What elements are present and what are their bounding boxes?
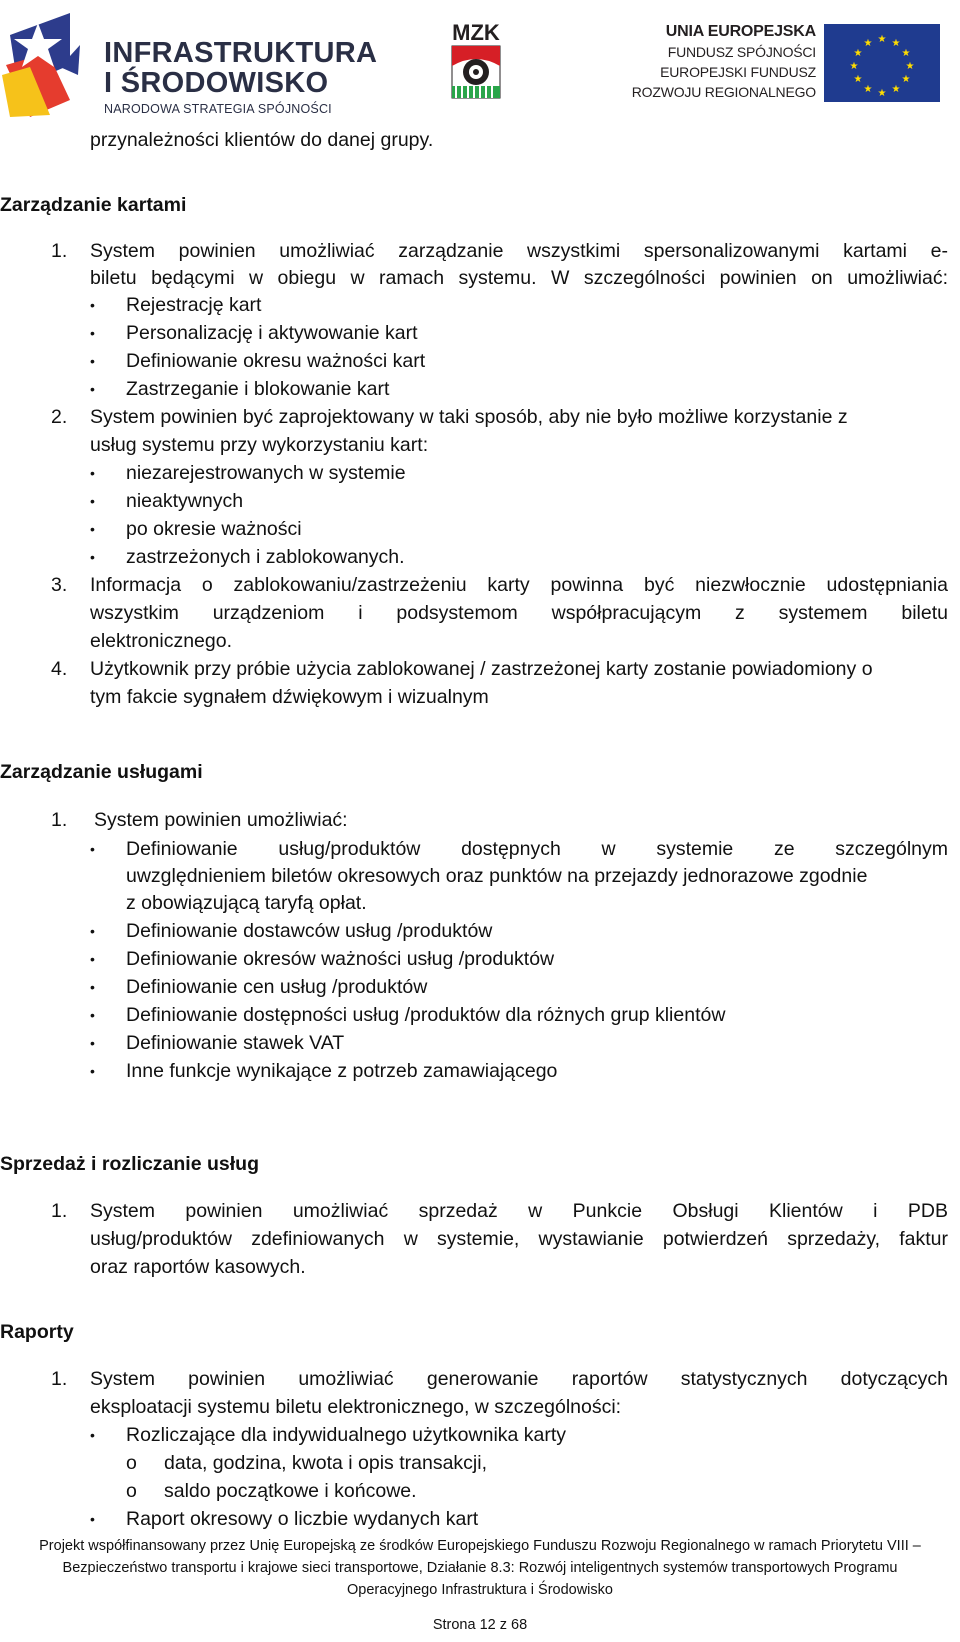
- cards-item1-bullet3: Definiowanie okresu ważności kart: [126, 350, 426, 372]
- services-item1-number: 1.: [51, 809, 68, 831]
- footer-line1: Projekt współfinansowany przez Unię Europejską ze środków Europejskiego Funduszu Rozwoju Regionalnego w ramach Priorytetu VIII –: [39, 1538, 921, 1554]
- reports-bullet2: Raport okresowy o liczbie wydanych kart: [126, 1508, 479, 1530]
- intro-line: przynależności klientów do danej grupy.: [90, 129, 434, 151]
- eu-logo: [616, 20, 948, 106]
- services-bullet1-line2: uwzględnieniem biletów okresowych oraz punktów na przejazdy jednorazowe zgodnie: [126, 865, 868, 887]
- bullet: •: [90, 325, 95, 341]
- cards-item1-bullet2: Personalizację i aktywowanie kart: [126, 322, 418, 344]
- cards-item2-line1: System powinien być zaprojektowany w taki sposób, aby nie było możliwe korzystanie z: [90, 406, 848, 428]
- cards-item1-number: 1.: [51, 240, 68, 262]
- cards-item1-line2: biletu będącymi w obiegu w ramach systemu. W szczególności powinien on umożliwiać:: [90, 267, 948, 289]
- cards-item3-line2: wszystkim urządzeniom i podsystemom współpracującym z systemem biletu: [90, 602, 948, 624]
- eu-line-1: UNIA EUROPEJSKA: [665, 23, 816, 40]
- svg-text:★: ★: [877, 88, 887, 99]
- bullet: •: [90, 1035, 95, 1051]
- bullet: •: [90, 521, 95, 537]
- heading-reports: Raporty: [0, 1321, 74, 1343]
- cards-item2-line2: usług systemu przy wykorzystaniu kart:: [90, 434, 429, 456]
- svg-text:★: ★: [901, 74, 911, 85]
- services-bullet7: Inne funkcje wynikające z potrzeb zamawiającego: [126, 1060, 558, 1082]
- cards-item3-number: 3.: [51, 574, 68, 596]
- cards-item4-line2: tym fakcie sygnałem dźwiękowym i wizualnym: [90, 686, 489, 708]
- svg-text:★: ★: [863, 84, 873, 95]
- cards-item4-number: 4.: [51, 658, 68, 680]
- isr-title-line1: INFRASTRUKTURA: [104, 37, 378, 69]
- bullet: •: [90, 1427, 95, 1443]
- reports-bullet1: Rozliczające dla indywidualnego użytkownika karty: [126, 1424, 567, 1446]
- heading-sales: Sprzedaż i rozliczanie usług: [0, 1153, 259, 1175]
- bullet: •: [90, 549, 95, 565]
- eu-line-3: EUROPEJSKI FUNDUSZ: [660, 64, 816, 80]
- footer-line2: Bezpieczeństwo transportu i krajowe sieci transportowe, Działanie 8.3: Rozwój inteligentnych systemów transportowych Programu: [62, 1560, 898, 1576]
- sub-bullet-marker: o: [126, 1480, 137, 1502]
- cards-item2-bullet4: zastrzeżonych i zablokowanych.: [126, 546, 405, 568]
- services-bullet1-line3: z obowiązującą taryfą opłat.: [126, 892, 367, 914]
- svg-text:★: ★: [901, 48, 911, 59]
- svg-text:★: ★: [905, 61, 915, 72]
- services-bullet3: Definiowanie okresów ważności usług /produktów: [126, 948, 555, 970]
- services-bullet1-line1: Definiowanie usług/produktów dostępnych w systemie ze szczególnym: [126, 838, 948, 860]
- svg-text:★: ★: [891, 84, 901, 95]
- isr-title: [104, 38, 377, 98]
- bullet: •: [90, 1007, 95, 1023]
- eu-logo-text: [616, 22, 816, 102]
- mzk-logo: [446, 20, 506, 102]
- isr-title-line2: I ŚRODOWISKO: [104, 67, 329, 99]
- page-number: Strona 12 z 68: [432, 1617, 528, 1633]
- eu-flag-icon: [824, 24, 940, 102]
- svg-text:★: ★: [853, 48, 863, 59]
- reports-sub-bullet1: data, godzina, kwota i opis transakcji,: [164, 1452, 488, 1474]
- bullet: •: [90, 1511, 95, 1527]
- eu-line-4: ROZWOJU REGIONALNEGO: [631, 84, 816, 100]
- bullet: •: [90, 951, 95, 967]
- sales-item1-line2: usług/produktów zdefiniowanych w systemie, wystawianie potwierdzeń sprzedaży, faktur: [90, 1228, 948, 1250]
- services-bullet5: Definiowanie dostępności usług /produktów dla różnych grup klientów: [126, 1004, 726, 1026]
- bullet: •: [90, 381, 95, 397]
- services-bullet2: Definiowanie dostawców usług /produktów: [126, 920, 493, 942]
- cards-item2-bullet3: po okresie ważności: [126, 518, 302, 540]
- sales-item1-line1: System powinien umożliwiać sprzedaż w Punkcie Obsługi Klientów i PDB: [90, 1200, 948, 1222]
- bullet: •: [90, 493, 95, 509]
- services-bullet6: Definiowanie stawek VAT: [126, 1032, 345, 1054]
- cards-item3-line1: Informacja o zablokowaniu/zastrzeżeniu karty powinna być niezwłocznie udostępniania: [90, 574, 948, 596]
- services-bullet4: Definiowanie cen usług /produktów: [126, 976, 428, 998]
- svg-text:★: ★: [891, 38, 901, 49]
- svg-text:★: ★: [877, 34, 887, 45]
- heading-services: Zarządzanie usługami: [0, 761, 203, 783]
- footer-line3: Operacyjnego Infrastruktura i Środowisko: [347, 1582, 613, 1598]
- sub-bullet-marker: o: [126, 1452, 137, 1474]
- cards-item1-bullet4: Zastrzeganie i blokowanie kart: [126, 378, 390, 400]
- cards-item2-bullet1: niezarejestrowanych w systemie: [126, 462, 406, 484]
- reports-item1-line1: System powinien umożliwiać generowanie raportów statystycznych dotyczących: [90, 1368, 948, 1390]
- bullet: •: [90, 465, 95, 481]
- cards-item1-line1: System powinien umożliwiać zarządzanie wszystkimi spersonalizowanymi kartami e-: [90, 240, 948, 262]
- bullet: •: [90, 297, 95, 313]
- bullet: •: [90, 923, 95, 939]
- infrastruktura-srodowisko-logo: [0, 5, 378, 120]
- cards-item2-bullet2: nieaktywnych: [126, 490, 244, 512]
- reports-sub-bullet2: saldo początkowe i końcowe.: [164, 1480, 417, 1502]
- svg-text:★: ★: [853, 74, 863, 85]
- bullet: •: [90, 1063, 95, 1079]
- cards-item4-line1: Użytkownik przy próbie użycia zablokowanej / zastrzeżonej karty zostanie powiadomiony o: [90, 658, 873, 680]
- reports-item1-number: 1.: [51, 1368, 68, 1390]
- sales-item1-line3: oraz raportów kasowych.: [90, 1256, 306, 1278]
- cards-item2-number: 2.: [51, 406, 68, 428]
- bullet: •: [90, 841, 95, 857]
- svg-text:★: ★: [849, 61, 859, 72]
- reports-item1-line2: eksploatacji systemu biletu elektronicznego, w szczególności:: [90, 1396, 622, 1418]
- cards-item3-line3: elektronicznego.: [90, 630, 233, 652]
- heading-cards: Zarządzanie kartami: [0, 194, 187, 216]
- mzk-logo-text: MZK: [452, 20, 500, 45]
- sales-item1-number: 1.: [51, 1200, 68, 1222]
- services-item1-text: System powinien umożliwiać:: [94, 809, 348, 831]
- eu-line-2: FUNDUSZ SPÓJNOŚCI: [667, 44, 816, 60]
- bullet: •: [90, 353, 95, 369]
- cards-item1-bullet1: Rejestrację kart: [126, 294, 262, 316]
- star-flag-icon: [0, 5, 100, 120]
- isr-subtitle: NARODOWA STRATEGIA SPÓJNOŚCI: [104, 102, 332, 116]
- svg-text:★: ★: [863, 38, 873, 49]
- bullet: •: [90, 979, 95, 995]
